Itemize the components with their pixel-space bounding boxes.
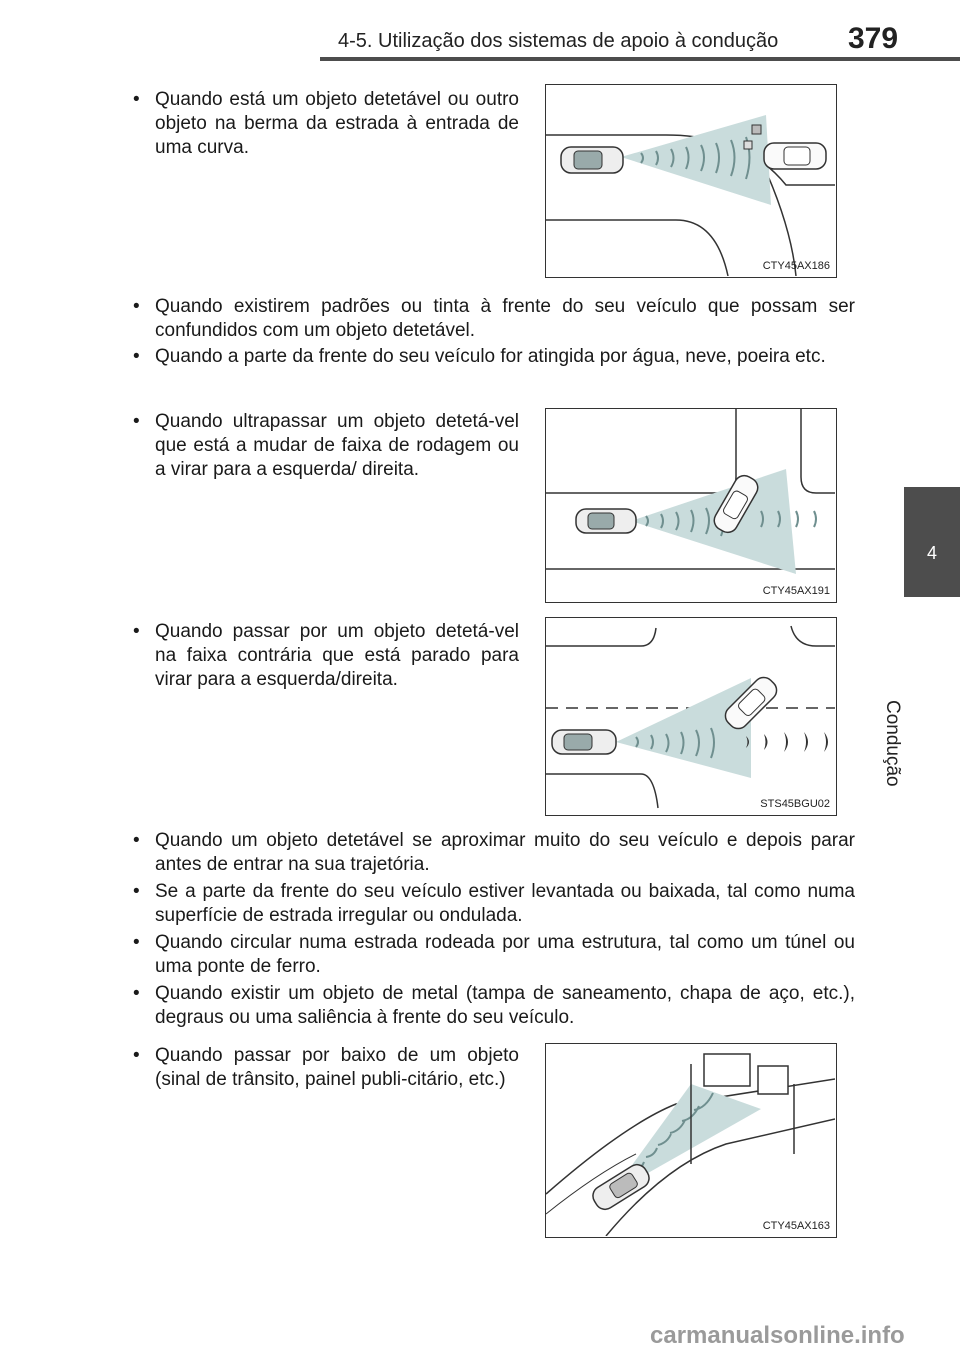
bullet-text: Quando um objeto detetável se aproximar muito do seu veículo e depois parar antes de entrar na sua trajetória. xyxy=(155,830,855,875)
bullet-item xyxy=(133,880,855,928)
chapter-tab xyxy=(904,487,960,597)
bullet-marker: • xyxy=(133,621,140,642)
header-rule xyxy=(320,57,960,61)
bullet-text: Quando a parte da frente do seu veículo for atingida por água, neve, poeira etc. xyxy=(155,346,826,367)
section-title: 4-5. Utilização dos sistemas de apoio à condução xyxy=(338,30,779,52)
figure-code: CTY45AX186 xyxy=(762,260,830,272)
bullet-text: Quando ultrapassar um objeto detetá-vel que está a mudar de faixa de rodagem ou a virar para a esquerda/ direita. xyxy=(155,411,519,480)
bullet-marker: • xyxy=(133,296,140,317)
bullet-marker: • xyxy=(133,89,140,110)
bullet-marker: • xyxy=(133,411,140,432)
figure-oncoming-vehicle xyxy=(545,617,837,816)
bullet-item xyxy=(133,345,855,369)
bullet-item xyxy=(133,410,519,482)
bullet-marker: • xyxy=(133,830,140,851)
watermark: carmanualsonline.info xyxy=(650,1322,905,1349)
bullet-text: Quando passar por baixo de um objeto (sinal de trânsito, painel publi-citário, etc.) xyxy=(155,1045,519,1090)
figure-code: CTY45AX163 xyxy=(762,1220,830,1232)
bullet-item xyxy=(133,931,855,979)
chapter-number: 4 xyxy=(926,543,937,563)
figure-code: CTY45AX191 xyxy=(762,585,830,597)
bullet-marker: • xyxy=(133,983,140,1004)
bullet-text: Quando circular numa estrada rodeada por uma estrutura, tal como um túnel ou uma ponte de ferro. xyxy=(155,932,855,977)
bullet-text: Se a parte da frente do seu veículo estiver levantada ou baixada, tal como numa superfície de estrada irregular ou ondulada. xyxy=(155,881,855,926)
chapter-label: Condução xyxy=(882,700,903,787)
bullet-marker: • xyxy=(133,1045,140,1066)
car-radar-curve-icon xyxy=(546,85,835,276)
bullet-marker: • xyxy=(133,346,140,367)
car-radar-turning-icon xyxy=(546,409,835,601)
bullet-text: Quando está um objeto detetável ou outro objeto na berma da estrada à entrada de uma curva. xyxy=(155,89,519,158)
car-radar-overhead-icon xyxy=(546,1044,835,1236)
bullet-item xyxy=(133,1044,519,1092)
bullet-marker: • xyxy=(133,932,140,953)
figure-curve-object xyxy=(545,84,837,278)
figure-code: STS45BGU02 xyxy=(760,798,830,810)
bullet-item xyxy=(133,295,855,343)
bullet-item xyxy=(133,620,519,692)
page-number: 379 xyxy=(848,22,899,55)
bullet-item xyxy=(133,982,855,1030)
bullet-text: Quando existir um objeto de metal (tampa de saneamento, chapa de aço, etc.), degraus ou uma saliência à frente do seu veículo. xyxy=(155,983,855,1028)
bullet-item xyxy=(133,88,519,160)
car-radar-oncoming-icon xyxy=(546,618,835,814)
bullet-marker: • xyxy=(133,881,140,902)
figure-turning-vehicle xyxy=(545,408,837,603)
figure-overhead-sign xyxy=(545,1043,837,1238)
bullet-item xyxy=(133,829,855,877)
bullet-text: Quando passar por um objeto detetá-vel na faixa contrária que está parado para virar para a esquerda/direita. xyxy=(155,621,519,690)
bullet-text: Quando existirem padrões ou tinta à frente do seu veículo que possam ser confundidos com um objeto detetável. xyxy=(155,296,855,341)
